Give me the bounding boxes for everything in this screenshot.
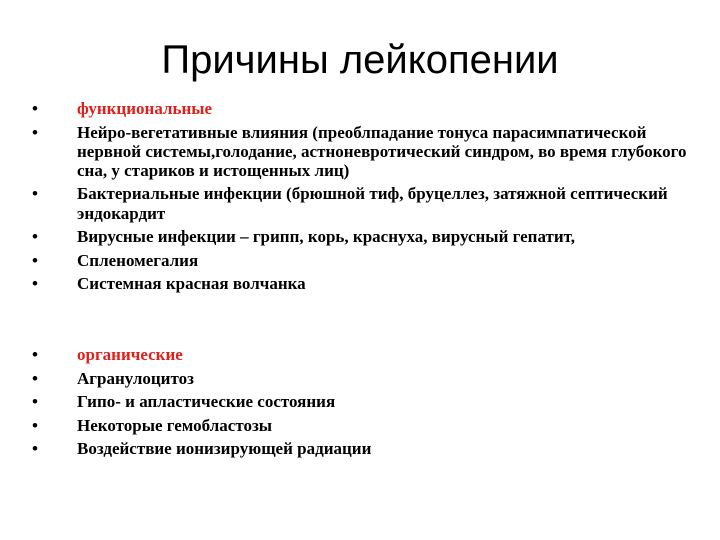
- list-item-text: Спленомегалия: [77, 250, 199, 270]
- bullet-icon: •: [32, 415, 38, 435]
- category-heading-functional: функциональные: [77, 99, 213, 118]
- bullet-icon: •: [32, 250, 38, 270]
- list-item-text: Воздействие ионизирующей радиации: [77, 439, 372, 458]
- list-item-text: Некоторые гемобластозы: [77, 415, 273, 435]
- list-item-text: Гипо- и апластические состояния: [77, 392, 336, 411]
- list-item: [32, 392, 692, 411]
- list-item: [32, 123, 692, 181]
- list-item: [32, 227, 692, 246]
- list-item: [32, 99, 692, 118]
- list-item: [32, 274, 692, 293]
- list-item-text: Системная красная волчанка: [77, 274, 306, 294]
- list-item-text: Бактериальные инфекции (брюшной тиф, бруцеллез, затяжной септический эндокардит: [77, 184, 668, 223]
- category-heading-organic: органические: [77, 345, 183, 364]
- bullet-icon: •: [32, 274, 38, 294]
- list-item-text: Нейро-вегетативные влияния (преоблпадание тонуса парасимпатической нервной системы,голодание, астноневротический синдром, во время глубокого сна, у стариков и истощенных лиц): [77, 122, 687, 180]
- slide-title: Причины лейкопении: [161, 38, 559, 82]
- bullet-icon: •: [32, 345, 38, 364]
- bullet-icon: •: [32, 392, 38, 411]
- list-item: [32, 416, 692, 435]
- list-item: [32, 345, 692, 364]
- bullet-icon: •: [32, 184, 38, 204]
- bullet-icon: •: [32, 439, 38, 458]
- list-item-text: Вирусные инфекции – грипп, корь, краснуха, вирусный гепатит,: [77, 227, 575, 247]
- list-item: [32, 369, 692, 388]
- bullet-icon: •: [32, 227, 38, 247]
- list-item: [32, 439, 692, 458]
- list-item: [32, 251, 692, 270]
- bullet-icon: •: [32, 99, 38, 118]
- bullet-icon: •: [32, 122, 38, 142]
- organic-causes-list: [32, 345, 692, 463]
- functional-causes-list: [32, 99, 692, 298]
- bullet-icon: •: [32, 368, 38, 388]
- list-item-text: Агранулоцитоз: [77, 368, 194, 388]
- list-item: [32, 184, 692, 222]
